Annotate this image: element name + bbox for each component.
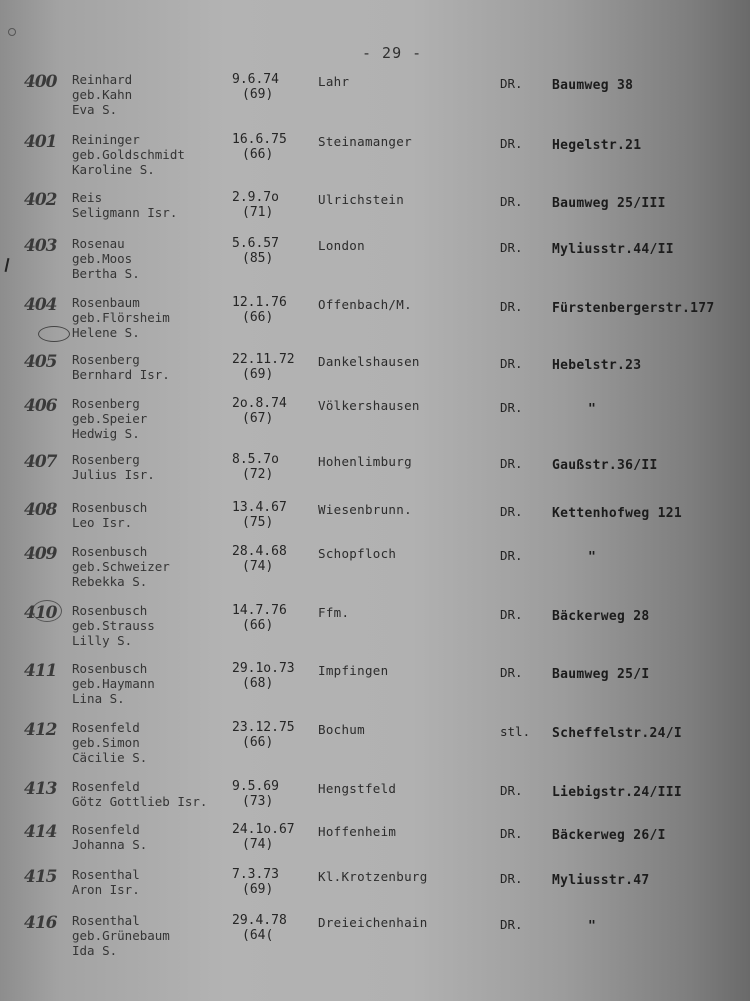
address: Gaußstr.36/II bbox=[552, 458, 658, 473]
birth-date: 23.12.75 bbox=[232, 720, 295, 735]
entry-number: 411 bbox=[24, 661, 57, 681]
address: Myliusstr.44/II bbox=[552, 242, 674, 257]
name-line: Rosenberg bbox=[72, 452, 140, 467]
status-code: DR. bbox=[500, 826, 523, 841]
address: Hebelstr.23 bbox=[552, 358, 642, 373]
entry-name bbox=[72, 452, 155, 482]
birth-place: Ffm. bbox=[318, 605, 350, 620]
entry-date-age bbox=[232, 236, 279, 266]
age: (74) bbox=[242, 559, 274, 574]
birth-date: 13.4.67 bbox=[232, 500, 287, 515]
name-line: Rosenbaum bbox=[72, 295, 140, 310]
birth-place: Schopfloch bbox=[318, 546, 397, 561]
entry-number: 416 bbox=[24, 913, 57, 933]
address: Baumweg 25/I bbox=[552, 667, 650, 682]
age: (66) bbox=[242, 310, 274, 325]
entry-number: 408 bbox=[24, 500, 57, 520]
status-code: DR. bbox=[500, 136, 523, 151]
birth-date: 28.4.68 bbox=[232, 544, 287, 559]
name-line: Reis bbox=[72, 190, 103, 205]
name-line: Helene S. bbox=[72, 325, 140, 340]
birth-date: 9.6.74 bbox=[232, 72, 279, 87]
entry-date-age bbox=[232, 72, 279, 102]
entry-number: 402 bbox=[24, 190, 57, 210]
entry-name bbox=[72, 544, 170, 589]
name-line: Rosenau bbox=[72, 236, 125, 251]
name-line: geb.Flörsheim bbox=[72, 310, 170, 325]
name-line: geb.Grünebaum bbox=[72, 928, 170, 943]
entry-date-age bbox=[232, 352, 295, 382]
name-line: Rosenbusch bbox=[72, 661, 148, 676]
entry-number: 415 bbox=[24, 867, 57, 887]
address: Bäckerweg 26/I bbox=[552, 828, 666, 843]
entry-name bbox=[72, 396, 147, 441]
birth-place: Wiesenbrunn. bbox=[318, 502, 412, 517]
age: (72) bbox=[242, 467, 274, 482]
entry-date-age bbox=[232, 132, 287, 162]
status-code: DR. bbox=[500, 917, 523, 932]
address: " bbox=[588, 919, 597, 934]
status-code: DR. bbox=[500, 548, 523, 563]
name-line: Johanna S. bbox=[72, 837, 148, 852]
entry-date-age bbox=[232, 603, 287, 633]
list-item bbox=[0, 132, 750, 192]
entry-number: 404 bbox=[24, 295, 57, 315]
entry-name bbox=[72, 913, 170, 958]
birth-date: 29.1o.73 bbox=[232, 661, 295, 676]
status-code: DR. bbox=[500, 871, 523, 886]
name-line: Rosenbusch bbox=[72, 603, 148, 618]
birth-place: Impfingen bbox=[318, 663, 389, 678]
name-line: Karoline S. bbox=[72, 162, 155, 177]
name-line: Rosenbusch bbox=[72, 500, 148, 515]
list-item bbox=[0, 603, 750, 663]
entry-number: 401 bbox=[24, 132, 57, 152]
entry-date-age bbox=[232, 913, 287, 943]
birth-date: 7.3.73 bbox=[232, 867, 279, 882]
status-code: DR. bbox=[500, 504, 523, 519]
name-line: geb.Moos bbox=[72, 251, 133, 266]
birth-place: Völkershausen bbox=[318, 398, 420, 413]
name-line: Hedwig S. bbox=[72, 426, 140, 441]
page-number: - 29 - bbox=[362, 44, 423, 62]
age: (75) bbox=[242, 515, 274, 530]
name-line: Rosenthal bbox=[72, 913, 140, 928]
entry-date-age bbox=[232, 544, 287, 574]
age: (66) bbox=[242, 735, 274, 750]
status-code: DR. bbox=[500, 400, 523, 415]
name-line: Bertha S. bbox=[72, 266, 140, 281]
name-line: geb.Simon bbox=[72, 735, 140, 750]
address: " bbox=[588, 402, 597, 417]
entry-date-age bbox=[232, 720, 295, 750]
list-item bbox=[0, 661, 750, 721]
entry-date-age bbox=[232, 661, 295, 691]
entry-name bbox=[72, 867, 140, 897]
age: (66) bbox=[242, 147, 274, 162]
list-item bbox=[0, 913, 750, 973]
entry-name bbox=[72, 822, 147, 852]
entry-name bbox=[72, 603, 155, 648]
status-code: DR. bbox=[500, 665, 523, 680]
address: Scheffelstr.24/I bbox=[552, 726, 683, 741]
entry-name bbox=[72, 72, 132, 117]
birth-date: 29.4.78 bbox=[232, 913, 287, 928]
birth-place: London bbox=[318, 238, 365, 253]
entry-number: 403 bbox=[24, 236, 57, 256]
entry-number: 414 bbox=[24, 822, 57, 842]
list-item bbox=[0, 236, 750, 296]
name-line: Lina S. bbox=[72, 691, 125, 706]
entry-number: 400 bbox=[24, 72, 57, 92]
birth-place: Dreieichenhain bbox=[318, 915, 428, 930]
name-line: Rosenfeld bbox=[72, 822, 140, 837]
age: (74) bbox=[242, 837, 274, 852]
name-line: geb.Goldschmidt bbox=[72, 147, 185, 162]
birth-place: Steinamanger bbox=[318, 134, 412, 149]
birth-place: Bochum bbox=[318, 722, 365, 737]
age: (68) bbox=[242, 676, 274, 691]
status-code: DR. bbox=[500, 76, 523, 91]
entry-name bbox=[72, 661, 155, 706]
list-item bbox=[0, 396, 750, 456]
birth-place: Dankelshausen bbox=[318, 354, 420, 369]
entry-name bbox=[72, 190, 177, 220]
status-code: DR. bbox=[500, 240, 523, 255]
entry-number: 412 bbox=[24, 720, 57, 740]
status-code: stl. bbox=[500, 724, 531, 739]
list-item bbox=[0, 295, 750, 355]
entry-name bbox=[72, 779, 207, 809]
name-line: Aron Isr. bbox=[72, 882, 140, 897]
birth-date: 14.7.76 bbox=[232, 603, 287, 618]
entry-date-age bbox=[232, 779, 279, 809]
name-line: geb.Strauss bbox=[72, 618, 155, 633]
name-line: Bernhard Isr. bbox=[72, 367, 170, 382]
birth-date: 12.1.76 bbox=[232, 295, 287, 310]
name-line: Reininger bbox=[72, 132, 140, 147]
name-line: Rosenbusch bbox=[72, 544, 148, 559]
birth-place: Lahr bbox=[318, 74, 350, 89]
birth-place: Ulrichstein bbox=[318, 192, 405, 207]
entry-date-age bbox=[232, 295, 287, 325]
birth-date: 2o.8.74 bbox=[232, 396, 287, 411]
address: Baumweg 25/III bbox=[552, 196, 666, 211]
entry-date-age bbox=[232, 867, 279, 897]
address: Fürstenbergerstr.177 bbox=[552, 301, 715, 316]
birth-place: Hoffenheim bbox=[318, 824, 397, 839]
name-line: Rosenberg bbox=[72, 396, 140, 411]
name-line: Reinhard bbox=[72, 72, 133, 87]
birth-date: 8.5.7o bbox=[232, 452, 279, 467]
entry-name bbox=[72, 132, 185, 177]
age: (69) bbox=[242, 882, 274, 897]
entry-date-age bbox=[232, 822, 295, 852]
age: (67) bbox=[242, 411, 274, 426]
entry-date-age bbox=[232, 452, 279, 482]
name-line: geb.Kahn bbox=[72, 87, 133, 102]
entry-number: 405 bbox=[24, 352, 57, 372]
age: (73) bbox=[242, 794, 274, 809]
name-line: Cäcilie S. bbox=[72, 750, 148, 765]
list-item bbox=[0, 544, 750, 604]
birth-place: Hengstfeld bbox=[318, 781, 397, 796]
age: (71) bbox=[242, 205, 274, 220]
entry-name bbox=[72, 236, 140, 281]
birth-place: Kl.Krotzenburg bbox=[318, 869, 428, 884]
list-item bbox=[0, 72, 750, 132]
name-line: Julius Isr. bbox=[72, 467, 155, 482]
entry-name bbox=[72, 295, 170, 340]
entry-number: 410 bbox=[24, 603, 57, 623]
age: (85) bbox=[242, 251, 274, 266]
name-line: Götz Gottlieb Isr. bbox=[72, 794, 208, 809]
entry-number: 409 bbox=[24, 544, 57, 564]
name-line: Ida S. bbox=[72, 943, 118, 958]
name-line: Seligmann Isr. bbox=[72, 205, 178, 220]
status-code: DR. bbox=[500, 783, 523, 798]
entry-date-age bbox=[232, 396, 287, 426]
status-code: DR. bbox=[500, 356, 523, 371]
age: (69) bbox=[242, 87, 274, 102]
status-code: DR. bbox=[500, 194, 523, 209]
name-line: Lilly S. bbox=[72, 633, 133, 648]
birth-date: 24.1o.67 bbox=[232, 822, 295, 837]
birth-date: 5.6.57 bbox=[232, 236, 279, 251]
status-code: DR. bbox=[500, 456, 523, 471]
birth-date: 9.5.69 bbox=[232, 779, 279, 794]
name-line: Eva S. bbox=[72, 102, 118, 117]
name-line: geb.Haymann bbox=[72, 676, 155, 691]
name-line: geb.Speier bbox=[72, 411, 148, 426]
birth-place: Offenbach/M. bbox=[318, 297, 412, 312]
age: (66) bbox=[242, 618, 274, 633]
address: Baumweg 38 bbox=[552, 78, 634, 93]
entry-date-age bbox=[232, 190, 279, 220]
birth-date: 2.9.7o bbox=[232, 190, 279, 205]
name-line: Rosenthal bbox=[72, 867, 140, 882]
age: (64( bbox=[242, 928, 274, 943]
address: Hegelstr.21 bbox=[552, 138, 642, 153]
entry-name bbox=[72, 500, 147, 530]
birth-date: 16.6.75 bbox=[232, 132, 287, 147]
punch-hole-mark bbox=[8, 28, 16, 36]
address: Bäckerweg 28 bbox=[552, 609, 650, 624]
address: Kettenhofweg 121 bbox=[552, 506, 683, 521]
name-line: geb.Schweizer bbox=[72, 559, 170, 574]
name-line: Rebekka S. bbox=[72, 574, 148, 589]
address: Liebigstr.24/III bbox=[552, 785, 683, 800]
list-item bbox=[0, 720, 750, 780]
entry-number: 413 bbox=[24, 779, 57, 799]
name-line: Rosenfeld bbox=[72, 779, 140, 794]
address: Myliusstr.47 bbox=[552, 873, 650, 888]
name-line: Rosenfeld bbox=[72, 720, 140, 735]
birth-place: Hohenlimburg bbox=[318, 454, 412, 469]
entry-number: 406 bbox=[24, 396, 57, 416]
status-code: DR. bbox=[500, 607, 523, 622]
birth-date: 22.11.72 bbox=[232, 352, 295, 367]
entry-name bbox=[72, 352, 170, 382]
status-code: DR. bbox=[500, 299, 523, 314]
entry-name bbox=[72, 720, 147, 765]
entry-date-age bbox=[232, 500, 287, 530]
name-line: Rosenberg bbox=[72, 352, 140, 367]
age: (69) bbox=[242, 367, 274, 382]
entry-number: 407 bbox=[24, 452, 57, 472]
address: " bbox=[588, 550, 597, 565]
name-line: Leo Isr. bbox=[72, 515, 133, 530]
